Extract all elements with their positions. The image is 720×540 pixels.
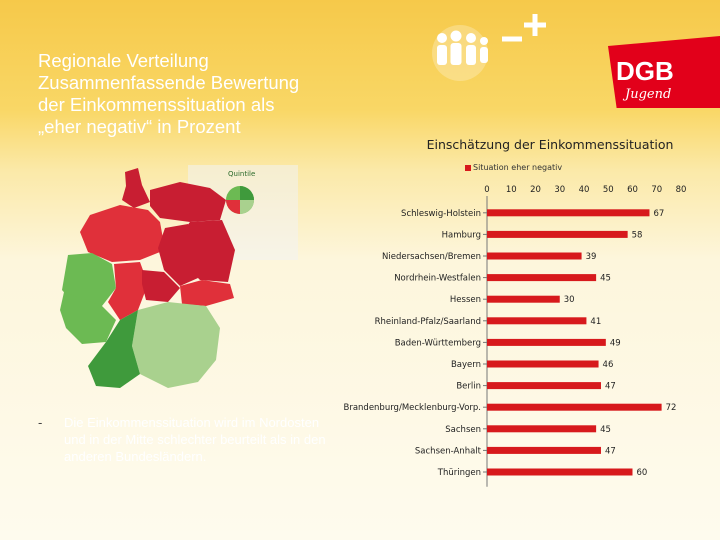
bar bbox=[487, 296, 560, 303]
bar bbox=[487, 339, 606, 346]
x-tick-label: 80 bbox=[675, 185, 687, 195]
bar bbox=[487, 317, 586, 324]
bar bbox=[487, 425, 596, 432]
bar bbox=[487, 404, 662, 411]
x-tick-label: 60 bbox=[627, 185, 638, 195]
data-label: 45 bbox=[600, 424, 611, 435]
data-label: 60 bbox=[636, 468, 648, 478]
bar bbox=[487, 209, 649, 216]
slide-title-line: Zusammenfassende Bewertung bbox=[38, 72, 300, 93]
bar bbox=[487, 231, 628, 238]
category-label: Schleswig-Holstein bbox=[401, 208, 481, 219]
data-label: 30 bbox=[563, 295, 575, 306]
summary-note: Die Einkommenssituation wird im Nordosten und in der Mitte schlechter beurteilt als in den anderen Bundesländern. bbox=[64, 415, 326, 464]
bar bbox=[487, 382, 601, 389]
category-label: Rheinland-Pfalz/Saarland bbox=[374, 316, 481, 327]
x-tick-label: 70 bbox=[651, 185, 663, 195]
slide-title-line: der Einkommenssituation als bbox=[38, 94, 275, 115]
x-tick-label: 10 bbox=[505, 185, 517, 195]
map-legend-title: Quintile bbox=[228, 170, 256, 178]
legend-label: Situation eher negativ bbox=[473, 163, 563, 172]
chart-title: Einschätzung der Einkommenssituation bbox=[426, 137, 674, 152]
category-label: Nordrhein-Westfalen bbox=[394, 273, 481, 284]
category-label: Berlin bbox=[456, 381, 481, 392]
category-label: Niedersachsen/Bremen bbox=[382, 252, 481, 262]
x-tick-label: 20 bbox=[530, 185, 541, 195]
slide-title-line: Regionale Verteilung bbox=[38, 50, 209, 71]
bar bbox=[487, 274, 596, 281]
category-label: Baden-Württemberg bbox=[394, 338, 481, 349]
category-label: Sachsen-Anhalt bbox=[414, 446, 481, 457]
bar bbox=[487, 469, 633, 476]
logo-dgb-text: DGB bbox=[616, 56, 674, 86]
bar bbox=[487, 361, 599, 368]
x-tick-label: 50 bbox=[602, 185, 614, 195]
data-label: 47 bbox=[604, 381, 616, 392]
x-tick-label: 30 bbox=[554, 185, 566, 195]
category-label: Hamburg bbox=[441, 230, 481, 241]
x-tick-label: 40 bbox=[578, 185, 590, 195]
slide-title-line: „eher negativ“ in Prozent bbox=[38, 116, 241, 137]
data-label: 72 bbox=[665, 403, 677, 414]
data-label: 58 bbox=[631, 230, 643, 241]
data-label: 41 bbox=[590, 316, 602, 327]
data-label: 67 bbox=[653, 208, 665, 219]
category-label: Hessen bbox=[449, 295, 481, 306]
logo-jugend-text: Jugend bbox=[625, 87, 672, 102]
category-label: Thüringen bbox=[437, 468, 481, 478]
data-label: 46 bbox=[602, 360, 614, 370]
bar bbox=[487, 253, 582, 260]
data-label: 39 bbox=[585, 252, 597, 262]
category-label: Brandenburg/Mecklenburg-Vorp. bbox=[343, 403, 481, 414]
data-label: 49 bbox=[609, 338, 621, 349]
bullet-marker: - bbox=[38, 415, 43, 430]
bar bbox=[487, 447, 601, 454]
data-label: 45 bbox=[600, 273, 611, 284]
data-label: 47 bbox=[604, 446, 616, 457]
x-tick-label: 0 bbox=[484, 185, 490, 195]
category-label: Sachsen bbox=[445, 424, 481, 435]
category-label: Bayern bbox=[450, 360, 481, 370]
